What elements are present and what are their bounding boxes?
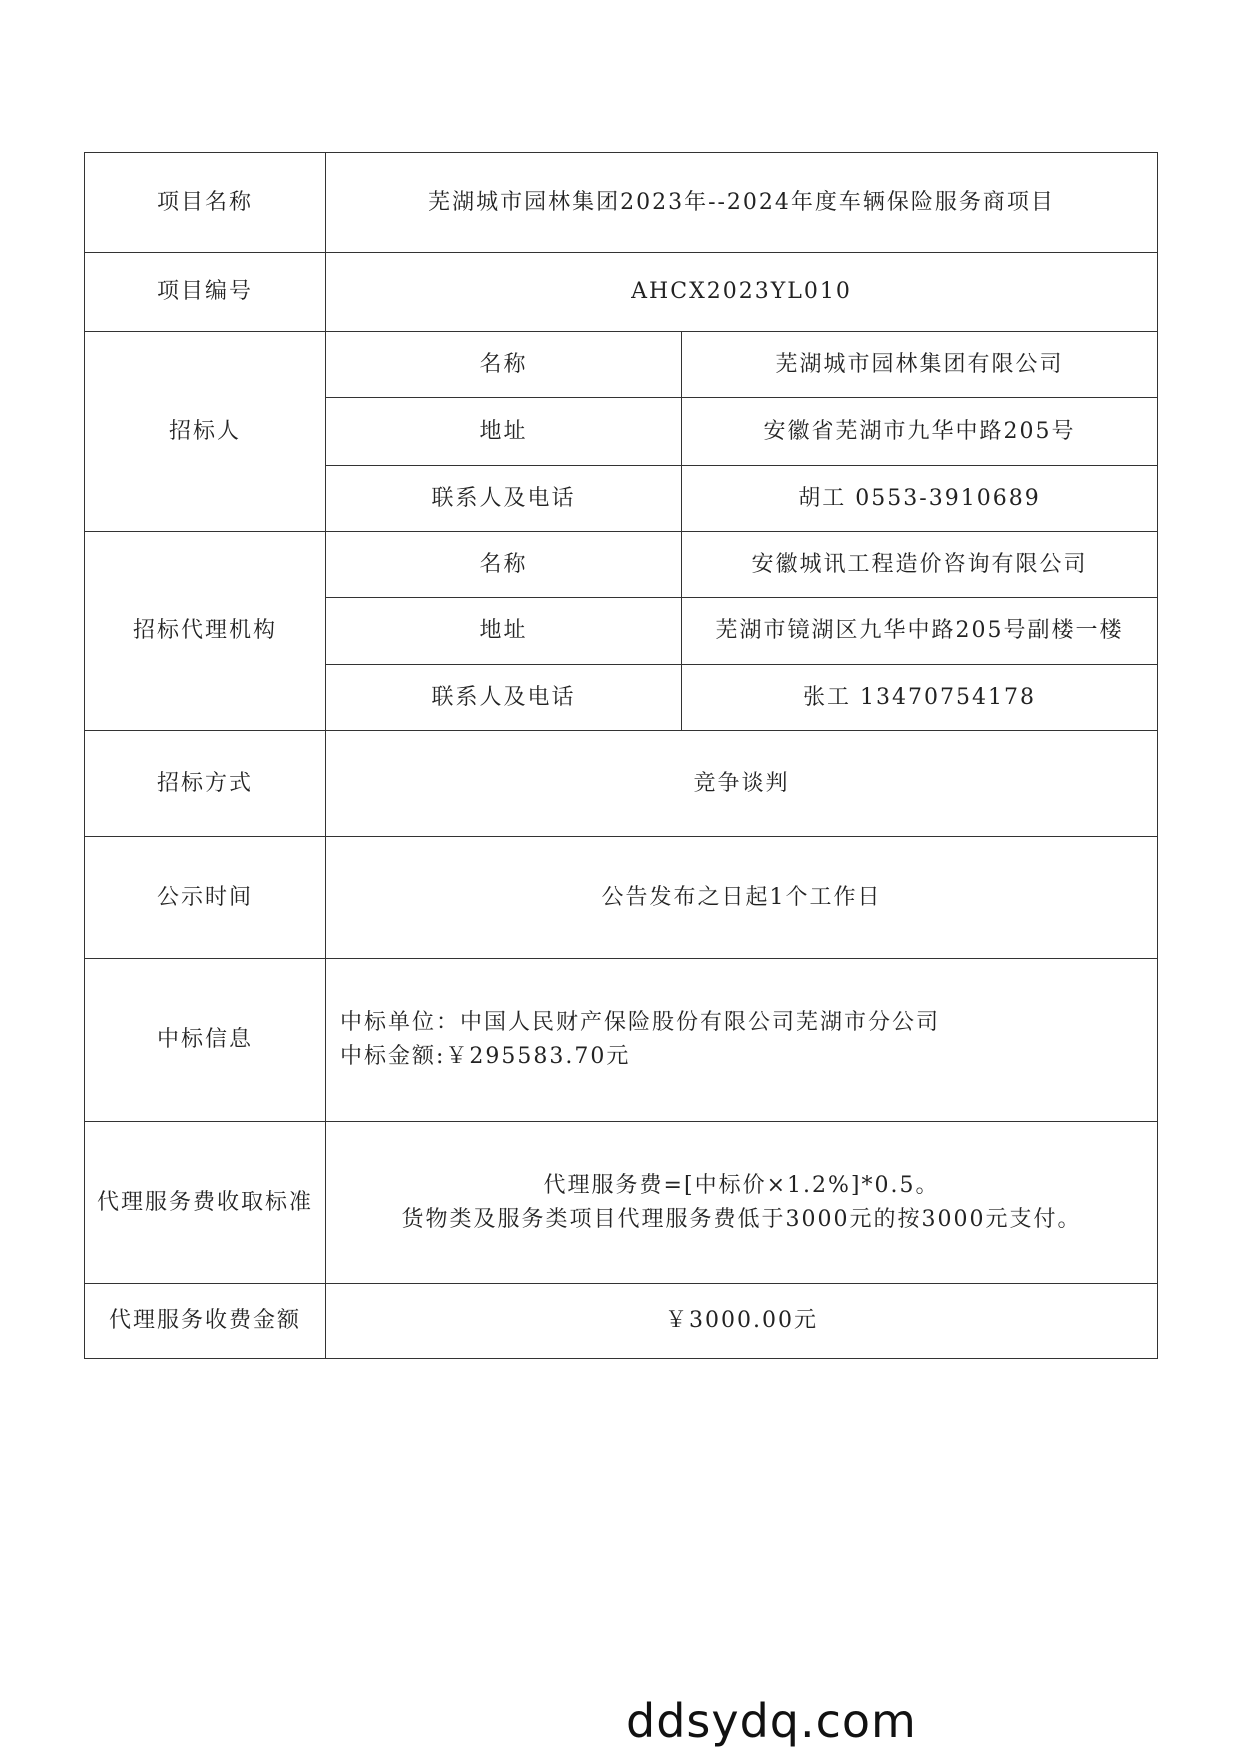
- winning-amount: 中标金额:￥295583.70元: [340, 1044, 631, 1069]
- fee-minimum: 货物类及服务类项目代理服务费低于3000元的按3000元支付。: [401, 1206, 1082, 1232]
- tenderer-address-label: 地址: [326, 398, 682, 466]
- agency-address-value: 芜湖市镜湖区九华中路205号副楼一楼: [682, 598, 1158, 665]
- row-notice-period: [85, 837, 1158, 959]
- project-number-label: 项目编号: [85, 253, 326, 332]
- fee-standard-value: [326, 1122, 1158, 1284]
- notice-period-value: 公告发布之日起1个工作日: [326, 837, 1158, 959]
- tenderer-contact-value: 胡工 0553-3910689: [682, 466, 1158, 532]
- row-tenderer-name: [85, 332, 1158, 398]
- winning-info-label: 中标信息: [85, 959, 326, 1122]
- bidding-method-value: 竞争谈判: [326, 731, 1158, 837]
- agency-contact-label: 联系人及电话: [326, 665, 682, 731]
- fee-amount-label: 代理服务收费金额: [85, 1284, 326, 1359]
- tenderer-name-label: 名称: [326, 332, 682, 398]
- row-bidding-method: [85, 731, 1158, 837]
- fee-amount-value: ￥3000.00元: [326, 1284, 1158, 1359]
- tenderer-address-value: 安徽省芜湖市九华中路205号: [682, 398, 1158, 466]
- fee-formula: 代理服务费=[中标价×1.2%]*0.5。: [543, 1172, 940, 1198]
- project-number-value: AHCX2023YL010: [326, 253, 1158, 332]
- tenderer-name-value: 芜湖城市园林集团有限公司: [682, 332, 1158, 398]
- agency-name-value: 安徽城讯工程造价咨询有限公司: [682, 532, 1158, 598]
- row-winning-info: [85, 959, 1158, 1122]
- agency-name-label: 名称: [326, 532, 682, 598]
- row-project-number: [85, 253, 1158, 332]
- notice-period-label: 公示时间: [85, 837, 326, 959]
- agency-address-label: 地址: [326, 598, 682, 665]
- announcement-table: [84, 152, 1158, 1359]
- row-fee-standard: [85, 1122, 1158, 1284]
- project-name-label: 项目名称: [85, 153, 326, 253]
- project-name-value: 芜湖城市园林集团2023年--2024年度车辆保险服务商项目: [326, 153, 1158, 253]
- row-project-name: [85, 153, 1158, 253]
- row-fee-amount: [85, 1284, 1158, 1359]
- winning-unit: 中标单位：中国人民财产保险股份有限公司芜湖市分公司: [340, 1010, 941, 1035]
- fee-standard-label: 代理服务费收取标准: [85, 1122, 326, 1284]
- tenderer-contact-label: 联系人及电话: [326, 466, 682, 532]
- agency-label: 招标代理机构: [85, 532, 326, 731]
- row-agency-name: [85, 532, 1158, 598]
- agency-contact-value: 张工 13470754178: [682, 665, 1158, 731]
- winning-info-value: [326, 959, 1158, 1122]
- bidding-method-label: 招标方式: [85, 731, 326, 837]
- watermark-text: ddsydq.com: [626, 1694, 917, 1748]
- tenderer-label: 招标人: [85, 332, 326, 532]
